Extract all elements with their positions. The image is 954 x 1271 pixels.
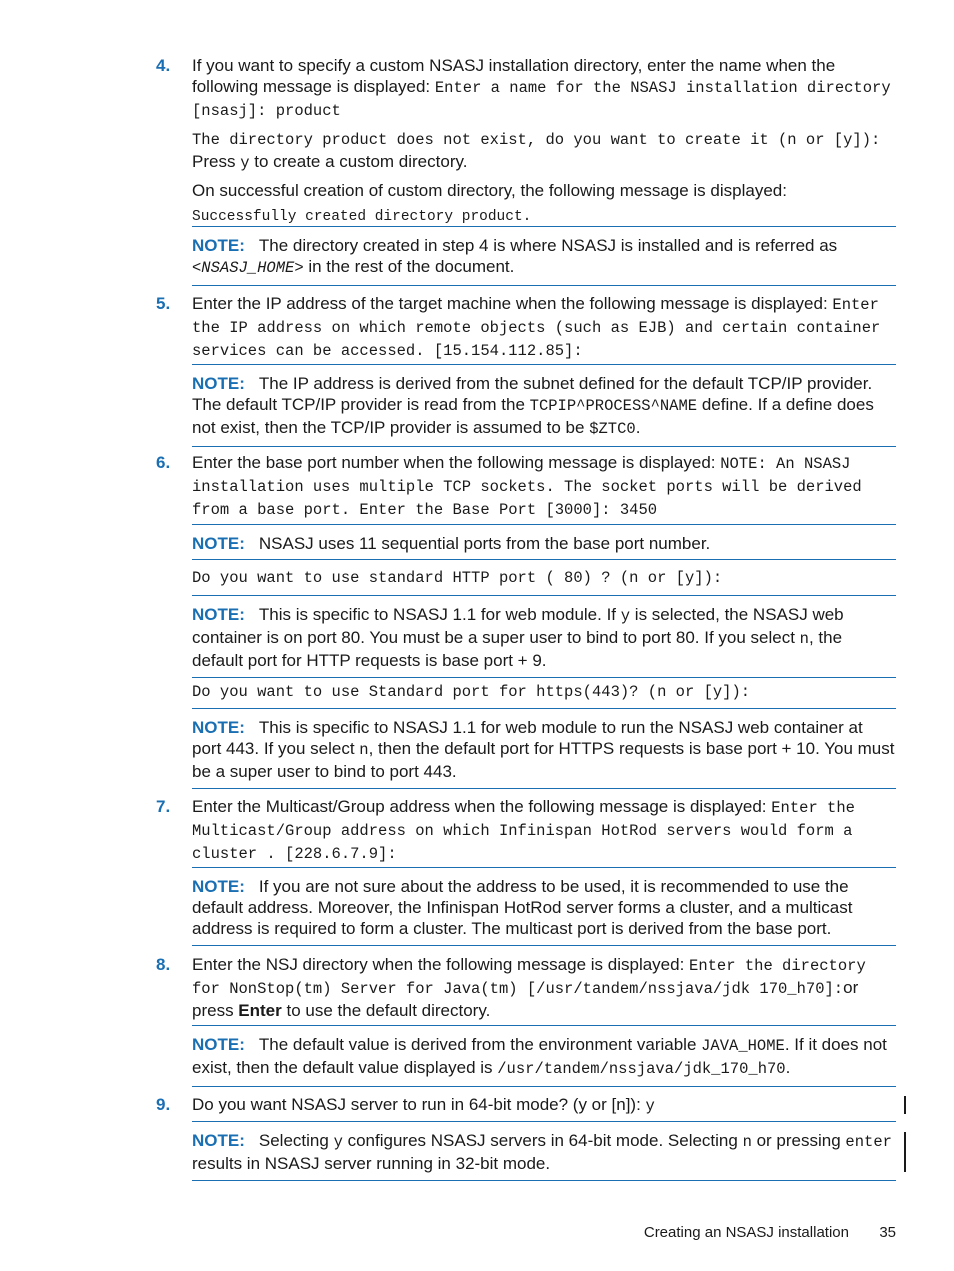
note-label: NOTE: xyxy=(192,605,245,624)
step-text: Enter the NSJ directory when the following message is displayed: xyxy=(192,955,690,974)
code-inline: Enter the directory for NonStop(tm) Server for Java(tm) [/usr/tandem/nssjava/jdk 170_h70]: xyxy=(192,957,866,998)
note-box xyxy=(192,226,896,286)
step-paragraph: On successful creation of custom directory, the following message is displayed: xyxy=(192,181,787,200)
code-inline: n xyxy=(742,1133,752,1151)
note-text: , the default port for HTTP requests is base port + 9. xyxy=(192,628,843,670)
step-8 xyxy=(156,954,898,1027)
note-text: The IP address is derived from the subnet defined for the default TCP/IP provider. The default TCP/IP provider is read from the xyxy=(192,374,873,414)
note-box xyxy=(192,867,896,946)
code-inline: y xyxy=(333,1133,343,1151)
note-text: This is specific to NSASJ 1.1 for web module to run the NSASJ web container at port 443. If you select xyxy=(192,718,863,758)
code-inline: Enter the Multicast/Group address on which Infinispan HotRod servers would form a cluster . [228.6.7.9]: xyxy=(192,799,855,863)
code-inline: <NSASJ_HOME> xyxy=(192,259,304,277)
step-5 xyxy=(156,293,898,368)
step-9 xyxy=(156,1094,898,1123)
note-box xyxy=(192,524,896,560)
step-text: to use the default directory. xyxy=(281,1001,491,1020)
step-text: Press xyxy=(192,152,241,171)
note-box xyxy=(192,1025,896,1087)
code-inline: y xyxy=(240,154,250,172)
step-text: Enter the Multicast/Group address when the following message is displayed: xyxy=(192,797,772,816)
step-number: 4. xyxy=(156,56,171,75)
note-text: If you are not sure about the address to be used, it is recommended to use the default address. Moreover, the Infinispan HotRod server forms a cluster, and a multicast address is required to form a cluster. The multicast port is derived from the base port. xyxy=(192,877,853,938)
page-footer xyxy=(644,1222,896,1243)
code-line: Do you want to use Standard port for https(443)? (n or [y]): xyxy=(192,683,751,701)
note-label: NOTE: xyxy=(192,718,245,737)
step-text: Enter the IP address of the target machine when the following message is displayed: xyxy=(192,294,833,313)
code-inline: y xyxy=(645,1097,655,1115)
note-box xyxy=(192,595,896,678)
step-paragraph xyxy=(192,954,898,1021)
change-bar xyxy=(904,1132,906,1172)
step-text: or press xyxy=(192,978,859,1020)
step-text: to create a custom directory. xyxy=(249,152,468,171)
note-label: NOTE: xyxy=(192,374,245,393)
note-text: is selected, the NSASJ web container is on port 80. You must be a super user to bind to port 80. If you select xyxy=(192,605,844,647)
step-7 xyxy=(156,796,898,871)
step-paragraph xyxy=(192,796,898,865)
step-number: 7. xyxy=(156,797,171,816)
note-text: or pressing xyxy=(751,1131,846,1150)
code-inline: JAVA_HOME xyxy=(701,1037,785,1055)
change-bar xyxy=(904,1096,906,1114)
code-line: Successfully created directory product. xyxy=(192,209,532,225)
step-paragraph xyxy=(192,128,898,174)
code-line: Do you want to use standard HTTP port ( 80) ? (n or [y]): xyxy=(192,569,723,587)
step-4 xyxy=(156,55,898,234)
code-inline: $ZTC0 xyxy=(589,420,636,438)
note-text: results in NSASJ server running in 32-bit mode. xyxy=(192,1154,551,1173)
note-text: The directory created in step 4 is where NSASJ is installed and is referred as xyxy=(258,236,838,255)
key-name: Enter xyxy=(238,1001,282,1020)
code-inline: The directory product does not exist, do you want to create it (n or [y]): xyxy=(192,131,881,149)
step-number: 8. xyxy=(156,955,171,974)
note-text: This is specific to NSASJ 1.1 for web module. If xyxy=(258,605,621,624)
note-text: . xyxy=(635,418,641,437)
code-inline: Enter the IP address on which remote objects (such as EJB) and certain container services can be accessed. [15.154.112.85]: xyxy=(192,296,881,360)
step-paragraph xyxy=(192,293,898,362)
code-inline: n xyxy=(799,630,809,648)
code-inline: n xyxy=(359,741,369,759)
step-number: 6. xyxy=(156,453,171,472)
note-text: Selecting xyxy=(258,1131,334,1150)
note-label: NOTE: xyxy=(192,236,245,255)
note-text: . If it does not exist, then the default value displayed is xyxy=(192,1035,887,1077)
step-text: Do you want NSASJ server to run in 64-bit mode? (y or [n]): xyxy=(192,1095,646,1114)
note-box xyxy=(192,1121,896,1181)
note-text: NSASJ uses 11 sequential ports from the base port number. xyxy=(258,534,711,553)
step-paragraph xyxy=(192,55,898,122)
code-inline: TCPIP^PROCESS^NAME xyxy=(529,397,698,415)
note-text: , then the default port for HTTPS requests is base port + 10. You must be a super user to bind to port 443. xyxy=(192,739,895,781)
note-text: . xyxy=(785,1058,791,1077)
code-inline: NOTE: An NSASJ installation uses multiple TCP sockets. The socket ports will be derived from a base port. Enter the Base Port [3000]: 3450 xyxy=(192,455,862,519)
note-label: NOTE: xyxy=(192,534,245,553)
footer-section-title: Creating an NSASJ installation xyxy=(643,1224,849,1241)
note-text: The default value is derived from the environment variable xyxy=(258,1035,702,1054)
code-inline: y xyxy=(620,607,631,625)
note-label: NOTE: xyxy=(192,1035,245,1054)
page-number: 35 xyxy=(879,1224,896,1241)
note-text: configures NSASJ servers in 64-bit mode. Selecting xyxy=(342,1131,743,1150)
note-box xyxy=(192,364,896,447)
note-text: define. If a define does not exist, then the TCP/IP provider is assumed to be xyxy=(192,395,874,437)
code-inline: enter xyxy=(845,1133,892,1151)
step-paragraph xyxy=(192,452,898,521)
step-6 xyxy=(156,452,898,527)
step-paragraph xyxy=(192,1094,898,1117)
code-inline: /usr/tandem/nssjava/jdk_170_h70 xyxy=(497,1060,786,1078)
step-text: If you want to specify a custom NSASJ installation directory, enter the name when the following message is displayed: xyxy=(192,56,836,96)
note-label: NOTE: xyxy=(192,877,245,896)
note-text: in the rest of the document. xyxy=(303,257,515,276)
note-label: NOTE: xyxy=(192,1131,245,1150)
code-inline: Enter a name for the NSASJ installation directory [nsasj]: product xyxy=(192,79,891,120)
step-text: Enter the base port number when the following message is displayed: xyxy=(192,453,721,472)
step-number: 9. xyxy=(156,1095,171,1114)
step-number: 5. xyxy=(156,294,171,313)
note-box xyxy=(192,708,896,789)
